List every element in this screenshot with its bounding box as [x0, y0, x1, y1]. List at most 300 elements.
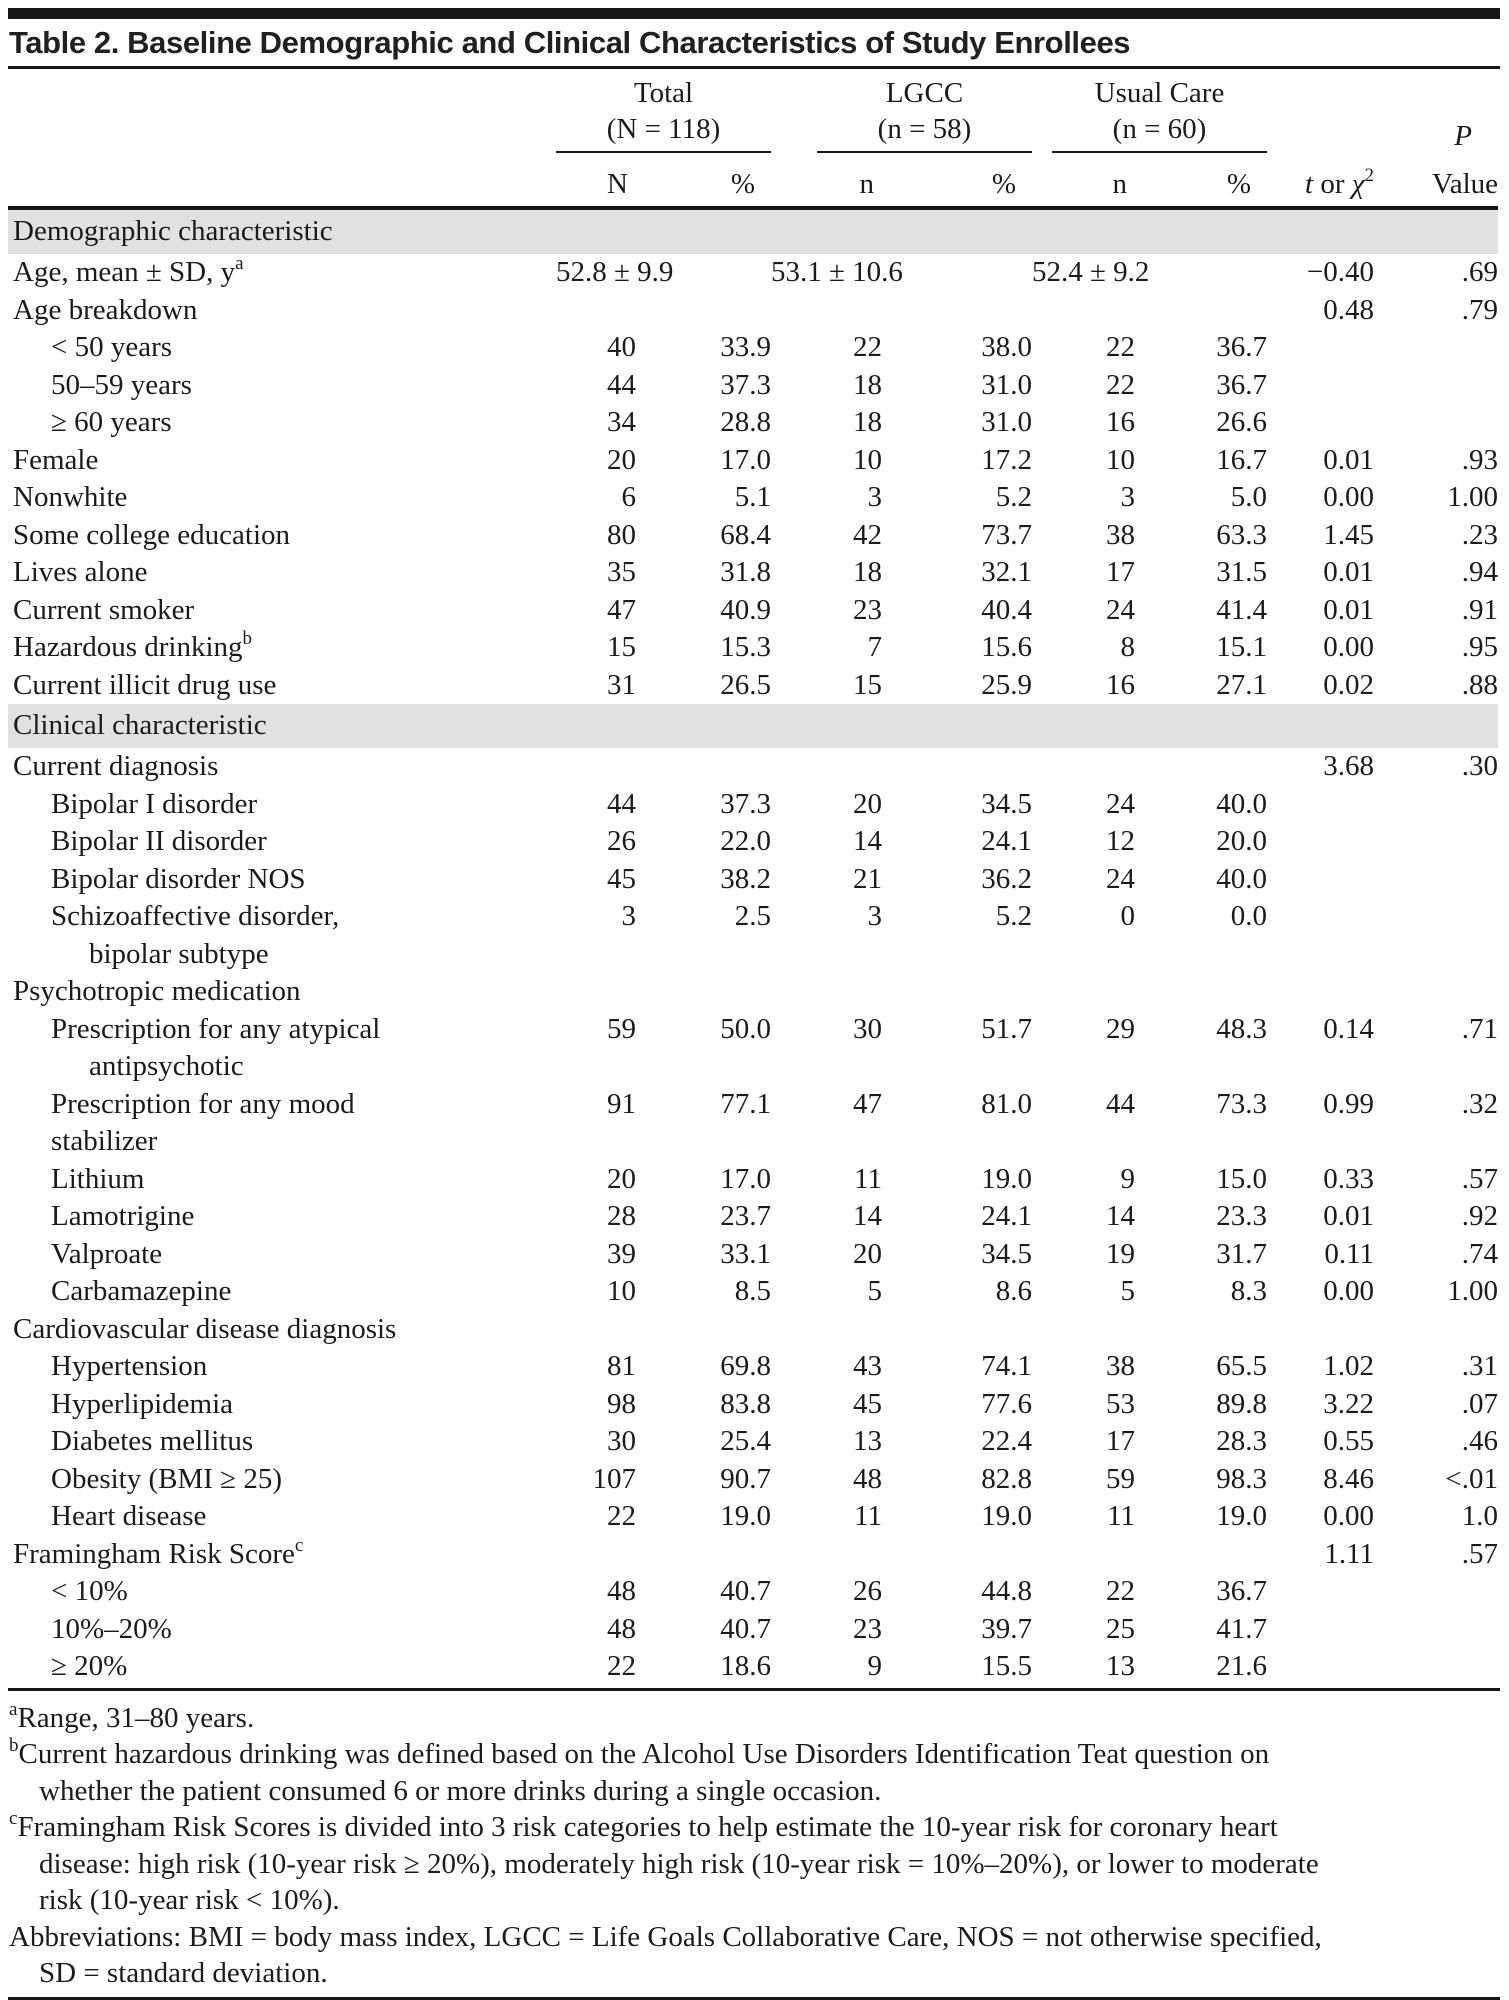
cell-p-value: 1.00 [1447, 1275, 1498, 1307]
row-label: Cardiovascular disease diagnosis [13, 1312, 397, 1345]
cell-value: 65.5 [1216, 1350, 1267, 1382]
row-label: Valproate [51, 1237, 163, 1270]
cell-p-value: .23 [1461, 518, 1498, 551]
cell-value: 28 [607, 1200, 636, 1232]
cell-value: 98 [607, 1387, 636, 1420]
cell-value: 36.2 [981, 862, 1032, 895]
table-row [8, 1086, 1498, 1161]
cell-value: 13 [1106, 1650, 1135, 1682]
cell-statistic: 0.01 [1323, 556, 1374, 588]
cell-statistic: 0.11 [1324, 1237, 1374, 1270]
footnote-item [8, 1736, 1500, 1809]
row-label: ≥ 20% [51, 1650, 128, 1682]
row-label: Schizoaffective disorder, bipolar subtype [51, 900, 340, 970]
cell-value: 22 [1106, 368, 1135, 401]
cell-p-value: .69 [1461, 256, 1498, 288]
header-empty-stat [1267, 69, 1374, 153]
cell-value: 31 [607, 668, 636, 701]
group-usual-care-label: Usual Care [1094, 77, 1225, 109]
cell-statistic: 0.14 [1323, 1012, 1374, 1045]
table-row [8, 254, 1498, 292]
cell-value: 0 [1120, 900, 1135, 932]
row-label: 50–59 years [51, 368, 192, 401]
cell-value: 34.5 [981, 787, 1032, 820]
cell-value: 44 [1106, 1087, 1135, 1120]
row-label: Hazardous drinking$^b$ [13, 628, 253, 663]
cell-value: 26.5 [720, 668, 771, 701]
cell-value: 68.4 [720, 518, 771, 551]
footnote-continuation: whether the patient consumed 6 or more drinks during a single occasion. [39, 1774, 882, 1807]
cell-statistic: 0.01 [1323, 593, 1374, 626]
cell-value [453, 1536, 636, 1574]
cell-value: 30 [853, 1012, 882, 1045]
cell-value [1135, 1311, 1267, 1349]
cell-value: 10 [607, 1275, 636, 1307]
cell-mean-sd: 52.8 ± 9.9 [556, 256, 674, 288]
cell-value [771, 1311, 882, 1349]
cell-value: 7 [867, 631, 882, 663]
cell-value: 38 [1106, 1350, 1135, 1382]
cell-value: 21.6 [1216, 1650, 1267, 1682]
table-row [8, 973, 1498, 1011]
cell-value: 14 [853, 1200, 882, 1232]
row-label: Age breakdown [13, 293, 198, 326]
cell-value: 14 [853, 825, 882, 857]
cell-statistic: 3.68 [1323, 750, 1374, 782]
cell-value: 34.5 [981, 1237, 1032, 1270]
cell-p-value: .57 [1461, 1537, 1498, 1570]
cell-value: 17.0 [720, 443, 771, 476]
cell-statistic [1267, 1611, 1374, 1649]
cell-statistic [1267, 404, 1374, 442]
cell-value: 31.0 [981, 406, 1032, 438]
cell-value: 25.9 [981, 668, 1032, 701]
row-label: < 50 years [51, 331, 173, 363]
table-row [8, 1348, 1498, 1386]
cell-value: 47 [853, 1087, 882, 1120]
table-row [8, 1611, 1498, 1649]
table-row [8, 1161, 1498, 1199]
cell-p-value: .74 [1461, 1237, 1498, 1270]
cell-value: 24.1 [981, 825, 1032, 857]
cell-p-value: .32 [1461, 1087, 1498, 1120]
cell-statistic: 1.45 [1323, 518, 1374, 551]
cell-value: 5 [1120, 1275, 1135, 1307]
cell-value [453, 1311, 636, 1349]
cell-value: 22.0 [720, 825, 771, 857]
table-row [8, 517, 1498, 555]
cell-value: 16.7 [1216, 443, 1267, 476]
cell-value: 25 [1106, 1612, 1135, 1645]
cell-value [1032, 292, 1135, 330]
cell-value: 15.1 [1216, 631, 1267, 663]
table-row [8, 823, 1498, 861]
cell-p-value [1374, 973, 1498, 1011]
table-title: Table 2. Baseline Demographic and Clinical Characteristics of Study Enrollees [9, 25, 1131, 60]
cell-statistic [1267, 898, 1374, 973]
table-row [8, 786, 1498, 824]
cell-value [1135, 292, 1267, 330]
footnote-line: Abbreviations: BMI = body mass index, LGCC = Life Goals Collaborative Care, NOS = not otherwise specified, [9, 1920, 1322, 1953]
cell-p-value [1374, 404, 1498, 442]
cell-value: 74.1 [981, 1350, 1032, 1382]
column-header-uc-pct: % [1135, 153, 1267, 208]
cell-statistic: 1.02 [1323, 1350, 1374, 1382]
cell-statistic: 1.11 [1324, 1537, 1374, 1570]
cell-statistic: 0.00 [1323, 1500, 1374, 1532]
cell-value: 33.1 [720, 1237, 771, 1270]
row-label: Bipolar I disorder [51, 787, 258, 820]
row-label: Prescription for any mood stabilizer [51, 1087, 355, 1157]
cell-value: 45 [607, 862, 636, 895]
table-row [8, 292, 1498, 330]
group-total-n: (N = 118) [606, 113, 721, 145]
column-header-lgcc-pct: % [882, 153, 1032, 208]
row-label: Obesity (BMI ≥ 25) [51, 1462, 282, 1495]
cell-value: 11 [854, 1500, 882, 1532]
cell-statistic: 0.33 [1323, 1162, 1374, 1195]
row-label: Hyperlipidemia [51, 1387, 234, 1420]
cell-value [1032, 973, 1135, 1011]
footnote-continuation: disease: high risk (10-year risk ≥ 20%), moderately high risk (10-year risk = 10%–20%), or lower to moderate [39, 1847, 1319, 1880]
cell-value [882, 973, 1032, 1011]
cell-value: 48.3 [1216, 1012, 1267, 1045]
cell-value: 81 [607, 1350, 636, 1382]
cell-value [1135, 973, 1267, 1011]
cell-value: 22 [1106, 1575, 1135, 1607]
cell-value: 21 [853, 862, 882, 895]
table-row [8, 1648, 1498, 1686]
cell-value: 24.1 [981, 1200, 1032, 1232]
footnote-line: $^a$Range, 31–80 years. [9, 1698, 255, 1734]
row-label: Psychotropic medication [13, 975, 301, 1007]
cell-value: 40 [607, 331, 636, 363]
cell-value: 44 [607, 368, 636, 401]
cell-value: 5.1 [734, 481, 771, 513]
cell-value: 23.7 [720, 1200, 771, 1232]
table-row [8, 1198, 1498, 1236]
cell-value: 77.1 [720, 1087, 771, 1120]
table-row [8, 1536, 1498, 1574]
row-label: Age, mean ± SD, $y^a$ [13, 253, 244, 288]
cell-value: 26.6 [1216, 406, 1267, 438]
cell-value [636, 1536, 771, 1574]
cell-value: 15.6 [981, 631, 1032, 663]
cell-value [882, 292, 1032, 330]
cell-p-value: .93 [1461, 443, 1498, 476]
table-row [8, 329, 1498, 367]
cell-value: 3 [1120, 481, 1135, 513]
cell-p-value: .07 [1461, 1387, 1498, 1420]
cell-value: 28.8 [720, 406, 771, 438]
footnotes [8, 1691, 1500, 1992]
table-row [8, 1423, 1498, 1461]
row-label: Lamotrigine [51, 1200, 195, 1232]
cell-value: 32.1 [981, 556, 1032, 588]
footnote-item [8, 1919, 1500, 1992]
cell-value: 36.7 [1216, 368, 1267, 401]
cell-value: 2.5 [734, 900, 771, 932]
cell-statistic [1267, 329, 1374, 367]
cell-statistic: 0.02 [1323, 668, 1374, 701]
cell-value: 41.7 [1216, 1612, 1267, 1645]
cell-value [636, 973, 771, 1011]
cell-p-value: .79 [1461, 293, 1498, 326]
cell-value: 59 [1106, 1462, 1135, 1495]
table-row [8, 1311, 1498, 1349]
cell-value: 26 [607, 825, 636, 857]
cell-value: 39.7 [981, 1612, 1032, 1645]
cell-value: 107 [592, 1462, 636, 1495]
row-label: Prescription for any atypical antipsychotic [51, 1012, 381, 1082]
table-row [8, 1386, 1498, 1424]
cell-value: 18.6 [720, 1650, 771, 1682]
cell-value: 3 [621, 900, 636, 932]
table-row [8, 861, 1498, 899]
column-group-usual-care [1032, 69, 1267, 153]
cell-p-value: .57 [1461, 1162, 1498, 1195]
cell-value: 23 [853, 593, 882, 626]
row-label: Lives alone [13, 556, 148, 588]
row-label: Framingham Risk Score$^c$ [13, 1534, 304, 1570]
cell-p-value [1374, 329, 1498, 367]
cell-p-value: 1.00 [1447, 481, 1498, 513]
cell-value: 31.0 [981, 368, 1032, 401]
cell-value: 38.2 [720, 862, 771, 895]
row-label: < 10% [51, 1575, 128, 1607]
cell-value: 16 [1106, 406, 1135, 438]
cell-value: 6 [621, 481, 636, 513]
column-header-lgcc-n: n [771, 153, 882, 208]
group-total-label: Total [633, 77, 694, 109]
cell-statistic: 0.01 [1323, 443, 1374, 476]
cell-value: 33.9 [720, 331, 771, 363]
cell-value: 22 [1106, 331, 1135, 363]
cell-p-value: .88 [1461, 668, 1498, 701]
cell-value: 9 [1120, 1162, 1135, 1195]
cell-value: 35 [607, 556, 636, 588]
cell-p-value [1374, 1648, 1498, 1686]
column-header-p: P [1454, 120, 1472, 152]
column-header-total-n: N [453, 153, 636, 208]
column-header-total-pct: % [636, 153, 771, 208]
cell-value: 22 [853, 331, 882, 363]
cell-value: 25.4 [720, 1425, 771, 1457]
table-row [8, 1273, 1498, 1311]
footnote-line: $^c$Framingham Risk Scores is divided into 3 risk categories to help estimate the 10-year risk for coronary heart [9, 1808, 1278, 1843]
footnote-continuation: risk (10-year risk < 10%). [39, 1884, 340, 1916]
table-row [8, 554, 1498, 592]
footnote-item [8, 1809, 1500, 1919]
cell-p-value: 1.0 [1461, 1500, 1498, 1532]
cell-value [453, 973, 636, 1011]
cell-value [1032, 1311, 1135, 1349]
cell-p-value [1374, 1573, 1498, 1611]
cell-value: 23.3 [1216, 1200, 1267, 1232]
cell-value [771, 1536, 882, 1574]
cell-value: 31.8 [720, 556, 771, 588]
cell-value: 44.8 [981, 1575, 1032, 1607]
cell-value: 41.4 [1216, 593, 1267, 626]
table-row [8, 667, 1498, 705]
cell-value: 17.2 [981, 443, 1032, 476]
cell-value [882, 1311, 1032, 1349]
row-label: Current illicit drug use [13, 668, 277, 701]
cell-value: 18 [853, 368, 882, 401]
table-row [8, 404, 1498, 442]
top-rule [8, 8, 1500, 19]
cell-value: 15 [853, 668, 882, 701]
section-label: Clinical characteristic [8, 704, 1498, 748]
cell-value: 44 [607, 787, 636, 820]
row-label: Lithium [51, 1162, 145, 1195]
column-header-uc-n: n [1032, 153, 1135, 208]
cell-statistic [1267, 1648, 1374, 1686]
cell-p-value: .94 [1461, 556, 1498, 588]
header-group-row [8, 69, 1498, 153]
cell-value [882, 1536, 1032, 1574]
cell-value: 37.3 [720, 787, 771, 820]
cell-value: 36.7 [1216, 331, 1267, 363]
cell-statistic [1267, 786, 1374, 824]
cell-value: 98.3 [1216, 1462, 1267, 1495]
cell-value: 24 [1106, 862, 1135, 895]
cell-value: 27.1 [1216, 668, 1267, 701]
cell-value [771, 973, 882, 1011]
cell-value: 63.3 [1216, 518, 1267, 551]
section-label: Demographic characteristic [8, 208, 1498, 254]
cell-value: 17 [1106, 556, 1135, 588]
cell-value: 31.7 [1216, 1237, 1267, 1270]
cell-value [636, 1311, 771, 1349]
cell-statistic [1267, 367, 1374, 405]
cell-value: 0.0 [1230, 900, 1267, 932]
row-label: Female [13, 443, 99, 476]
table-row [8, 1461, 1498, 1499]
cell-value: 37.3 [720, 368, 771, 401]
table-row [8, 1498, 1498, 1536]
cell-value: 50.0 [720, 1012, 771, 1045]
cell-statistic [1267, 1573, 1374, 1611]
cell-value: 81.0 [981, 1087, 1032, 1120]
cell-value [1135, 748, 1267, 786]
cell-value: 10 [853, 443, 882, 476]
cell-statistic [1267, 973, 1374, 1011]
cell-value: 48 [607, 1612, 636, 1645]
cell-value: 8 [1120, 631, 1135, 663]
cell-value: 48 [853, 1462, 882, 1495]
cell-statistic: 0.55 [1323, 1425, 1374, 1457]
cell-p-value: .95 [1461, 631, 1498, 663]
header-subcolumn-row [8, 153, 1498, 208]
cell-value: 22 [607, 1500, 636, 1532]
cell-value: 82.8 [981, 1462, 1032, 1495]
cell-value: 40.7 [720, 1612, 771, 1645]
cell-value [453, 748, 636, 786]
header-empty-label [8, 153, 453, 208]
cell-value: 5.2 [995, 481, 1032, 513]
cell-value: 51.7 [981, 1012, 1032, 1045]
cell-p-value [1374, 1311, 1498, 1349]
cell-value: 83.8 [720, 1387, 771, 1420]
row-label: Hypertension [51, 1350, 208, 1382]
cell-value: 5 [867, 1275, 882, 1307]
table-header [8, 69, 1498, 208]
row-label: Current diagnosis [13, 750, 219, 782]
table-body [8, 208, 1498, 1686]
cell-value: 20 [853, 787, 882, 820]
cell-value: 20 [853, 1237, 882, 1270]
cell-value: 9 [867, 1650, 882, 1682]
cell-statistic: 0.99 [1323, 1087, 1374, 1120]
cell-value [771, 748, 882, 786]
cell-value [453, 292, 636, 330]
cell-value: 20 [607, 443, 636, 476]
table-row [8, 442, 1498, 480]
cell-value: 5.0 [1230, 481, 1267, 513]
cell-value: 8.6 [995, 1275, 1032, 1307]
cell-value: 15.5 [981, 1650, 1032, 1682]
cell-p-value: .46 [1461, 1425, 1498, 1457]
cell-mean-sd: 52.4 ± 9.2 [1032, 256, 1150, 288]
cell-p-value: .31 [1461, 1350, 1498, 1382]
table-row [8, 592, 1498, 630]
footnote-continuation: SD = standard deviation. [39, 1957, 328, 1989]
cell-p-value: .91 [1461, 593, 1498, 626]
cell-value [636, 748, 771, 786]
row-label: Some college education [13, 518, 291, 551]
cell-statistic [1267, 1311, 1374, 1349]
cell-value: 13 [853, 1425, 882, 1457]
cell-value: 73.7 [981, 518, 1032, 551]
table-row [8, 898, 1498, 973]
cell-value: 28.3 [1216, 1425, 1267, 1457]
cell-value: 18 [853, 556, 882, 588]
cell-value: 43 [853, 1350, 882, 1382]
cell-statistic: 0.01 [1323, 1200, 1374, 1232]
cell-value: 19 [1106, 1237, 1135, 1270]
cell-value: 15.3 [720, 631, 771, 663]
cell-p-value: .30 [1461, 750, 1498, 782]
cell-value: 23 [853, 1612, 882, 1645]
cell-value: 22 [607, 1650, 636, 1682]
cell-value: 59 [607, 1012, 636, 1045]
row-label: ≥ 60 years [51, 406, 172, 438]
cell-value: 19.0 [981, 1162, 1032, 1195]
cell-p-value: <.01 [1445, 1462, 1498, 1495]
cell-value: 19.0 [720, 1500, 771, 1532]
footnote-item [8, 1700, 1500, 1737]
cell-value [1032, 1536, 1135, 1574]
cell-value: 89.8 [1216, 1387, 1267, 1420]
cell-value: 31.5 [1216, 556, 1267, 588]
cell-value: 19.0 [1216, 1500, 1267, 1532]
cell-value: 48 [607, 1575, 636, 1607]
cell-value: 14 [1106, 1200, 1135, 1232]
cell-value: 45 [853, 1387, 882, 1420]
row-label: Nonwhite [13, 481, 128, 513]
cell-value: 30 [607, 1425, 636, 1457]
row-label: Heart disease [51, 1500, 207, 1532]
footnote-line: $^b$Current hazardous drinking was defined based on the Alcohol Use Disorders Identification Teat question on [9, 1735, 1270, 1770]
cell-value: 17 [1106, 1425, 1135, 1457]
table-row [8, 1236, 1498, 1274]
cell-p-value: .71 [1461, 1012, 1498, 1045]
cell-value: 16 [1106, 668, 1135, 701]
cell-value: 40.7 [720, 1575, 771, 1607]
table-row [8, 629, 1498, 667]
cell-value: 10 [1106, 443, 1135, 476]
